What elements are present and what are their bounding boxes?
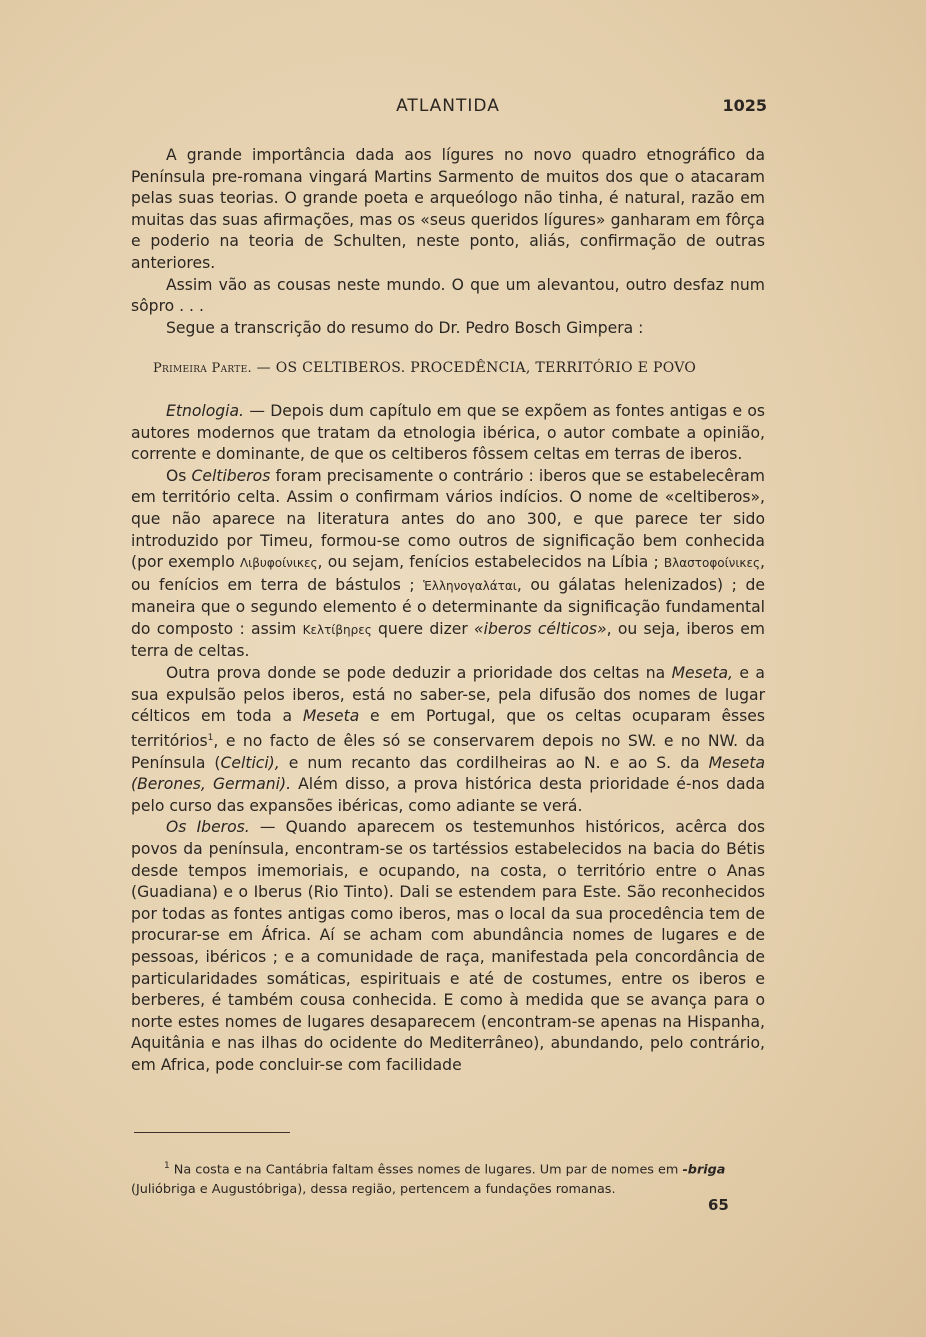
- iberos-text: — Quando aparecem os testemunhos históricos, acêrca dos povos da península, encontram-se os tartéssios estabelecidos na bacia do Bétis desde tempos imemoriais, e ocupando, na costa, o território entre o Anas (Guadiana) e o Iberus (Rio Tinto). Dali se estendem para Este. São reconhecidos por todas as fontes antigas como iberos, mas o local da sua procedência tem de procurar-se em África. Aí se acham com abundância nomes de lugares e de pessoas, ibéricos ; e a comunidade de raça, manifestada pela concordância de particularidades somáticas, espirituais e até de costumes, entre os iberos e berberes, é também cousa conhecida. E como à medida que se avança para o norte estes nomes de lugares desaparecem (encontram-se apenas na Hispanha, Aquitânia e nas ilhas do ocidente do Mediterrâneo), abundando, pelo contrário, em Africa, pode concluir-se com facilidade: [131, 818, 765, 1074]
- term-celtici: Celtici),: [220, 753, 280, 772]
- paragraph-prioridade: [131, 663, 765, 817]
- section-label: Primeira Parte.: [153, 361, 252, 377]
- footnote-mark: 1: [164, 1161, 170, 1171]
- paragraph-intro-1: A grande importância dada aos lígures no novo quadro etnográfico da Península pre-romana vingará Martins Sarmento de muitos dos que o atacaram pelas suas teorias. O grande poeta e arqueólogo não tinha, é natural, razão em muitas das suas afirmações, mas os «seus queridos lígures» ganharam em fôrça e poderio na teoria de Schulten, neste ponto, aliás, confirmação de outras anteriores.: [131, 146, 765, 272]
- text-span: (Julióbriga e Augustóbriga), dessa região, pertencem a fundações romanas.: [131, 1182, 616, 1198]
- greek-word: Ἑλληνογαλάται: [423, 578, 517, 593]
- etnologia-text: — Depois dum capítulo em que se expõem as fontes antigas e os autores modernos que tratam da etnologia ibérica, o autor combate a opinião, corrente e dominante, de que os celtiberos fôssem celtas em terras de iberos.: [131, 401, 765, 464]
- text-span: e num recanto das cordilheiras ao N. e ao S. da: [279, 753, 709, 772]
- term-berones-germani: (Berones, Germani).: [131, 775, 292, 794]
- page-number-top: 1025: [722, 96, 767, 115]
- text-span: , ou gálatas helenizados) ; de maneira que o segundo elemento é o determinante da significação fundamental do composto : assim: [131, 575, 766, 638]
- greek-word: Λιβυφοίνικες: [239, 556, 318, 571]
- text-span: , e no facto de êles só se conservarem depois no SW. e no NW. da Península (: [131, 732, 765, 772]
- etnologia-heading: Etnologia.: [166, 401, 245, 420]
- text-span: foram precisamente o contrário : iberos que se estabelecêram em território celta. Assim o confirmam vários indícios. O nome de «celtiberos», que não aparece na literatura antes do ano 300, e que parece ter sido introduzido por Timeu, formou-se como outros de significação bem conhecida (por exemplo: [131, 466, 765, 572]
- text-span: , ou fenícios em terra de bástulos ;: [131, 553, 765, 594]
- text-span: , ou sejam, fenícios estabelecidos na Líbia ;: [317, 553, 664, 572]
- text-span: , ou seja, iberos em terra de celtas.: [131, 619, 765, 661]
- text-span: Os: [166, 466, 192, 485]
- paragraph-intro-2: Assim vão as cousas neste mundo. O que um alevantou, outro desfaz num sôpro . . .: [131, 275, 765, 316]
- paragraph-etnologia: [131, 401, 765, 466]
- quote-iberos-celticos: «iberos célticos»: [474, 619, 607, 638]
- footnote-divider: [134, 1132, 290, 1133]
- footnote-reference[interactable]: 1: [207, 732, 214, 743]
- paragraph-intro-3: Segue a transcrição do resumo do Dr. Pedro Bosch Gimpera :: [166, 318, 644, 337]
- body-text: [131, 145, 765, 1077]
- term-briga: -briga: [682, 1162, 726, 1178]
- greek-word: Βλαστοφοίνικες: [663, 556, 761, 571]
- footnote: [131, 1156, 781, 1200]
- term-meseta: Meseta: [302, 707, 360, 726]
- text-span: quere dizer: [371, 619, 475, 638]
- text-span: Na costa e na Cantábria faltam êsses nomes de lugares. Um par de nomes em: [169, 1162, 683, 1178]
- text-span: Além disso, a prova histórica desta prioridade é-nos dada pelo curso das expansões ibéricas, como adiante se verá.: [131, 775, 765, 815]
- text-span: e a sua expulsão pelos iberos, está no saber-se, pela difusão dos nomes de lugar célticos em toda a: [131, 664, 765, 726]
- term-celtiberos: Celtiberos: [191, 466, 271, 485]
- running-header: [131, 96, 765, 122]
- section-title: — OS CELTIBEROS. PROCEDÊNCIA, TERRITÓRIO E POVO: [251, 360, 697, 377]
- running-title: ATLANTIDA: [396, 96, 500, 116]
- iberos-heading: Os Iberos.: [166, 818, 250, 837]
- page-number-bottom: 65: [708, 1196, 729, 1214]
- paragraph-celtiberos: [131, 466, 765, 663]
- section-heading: [131, 358, 765, 380]
- text-span: Outra prova donde se pode deduzir a prioridade dos celtas na: [166, 664, 672, 683]
- greek-word: Κελτίβηρες: [302, 622, 372, 637]
- text-span: e em Portugal, que os celtas ocuparam êsses territórios: [131, 707, 766, 751]
- footnote-text: [131, 1156, 781, 1200]
- paragraph-iberos: [131, 817, 765, 1076]
- term-meseta: Meseta,: [671, 664, 733, 683]
- term-meseta: Meseta: [708, 753, 765, 772]
